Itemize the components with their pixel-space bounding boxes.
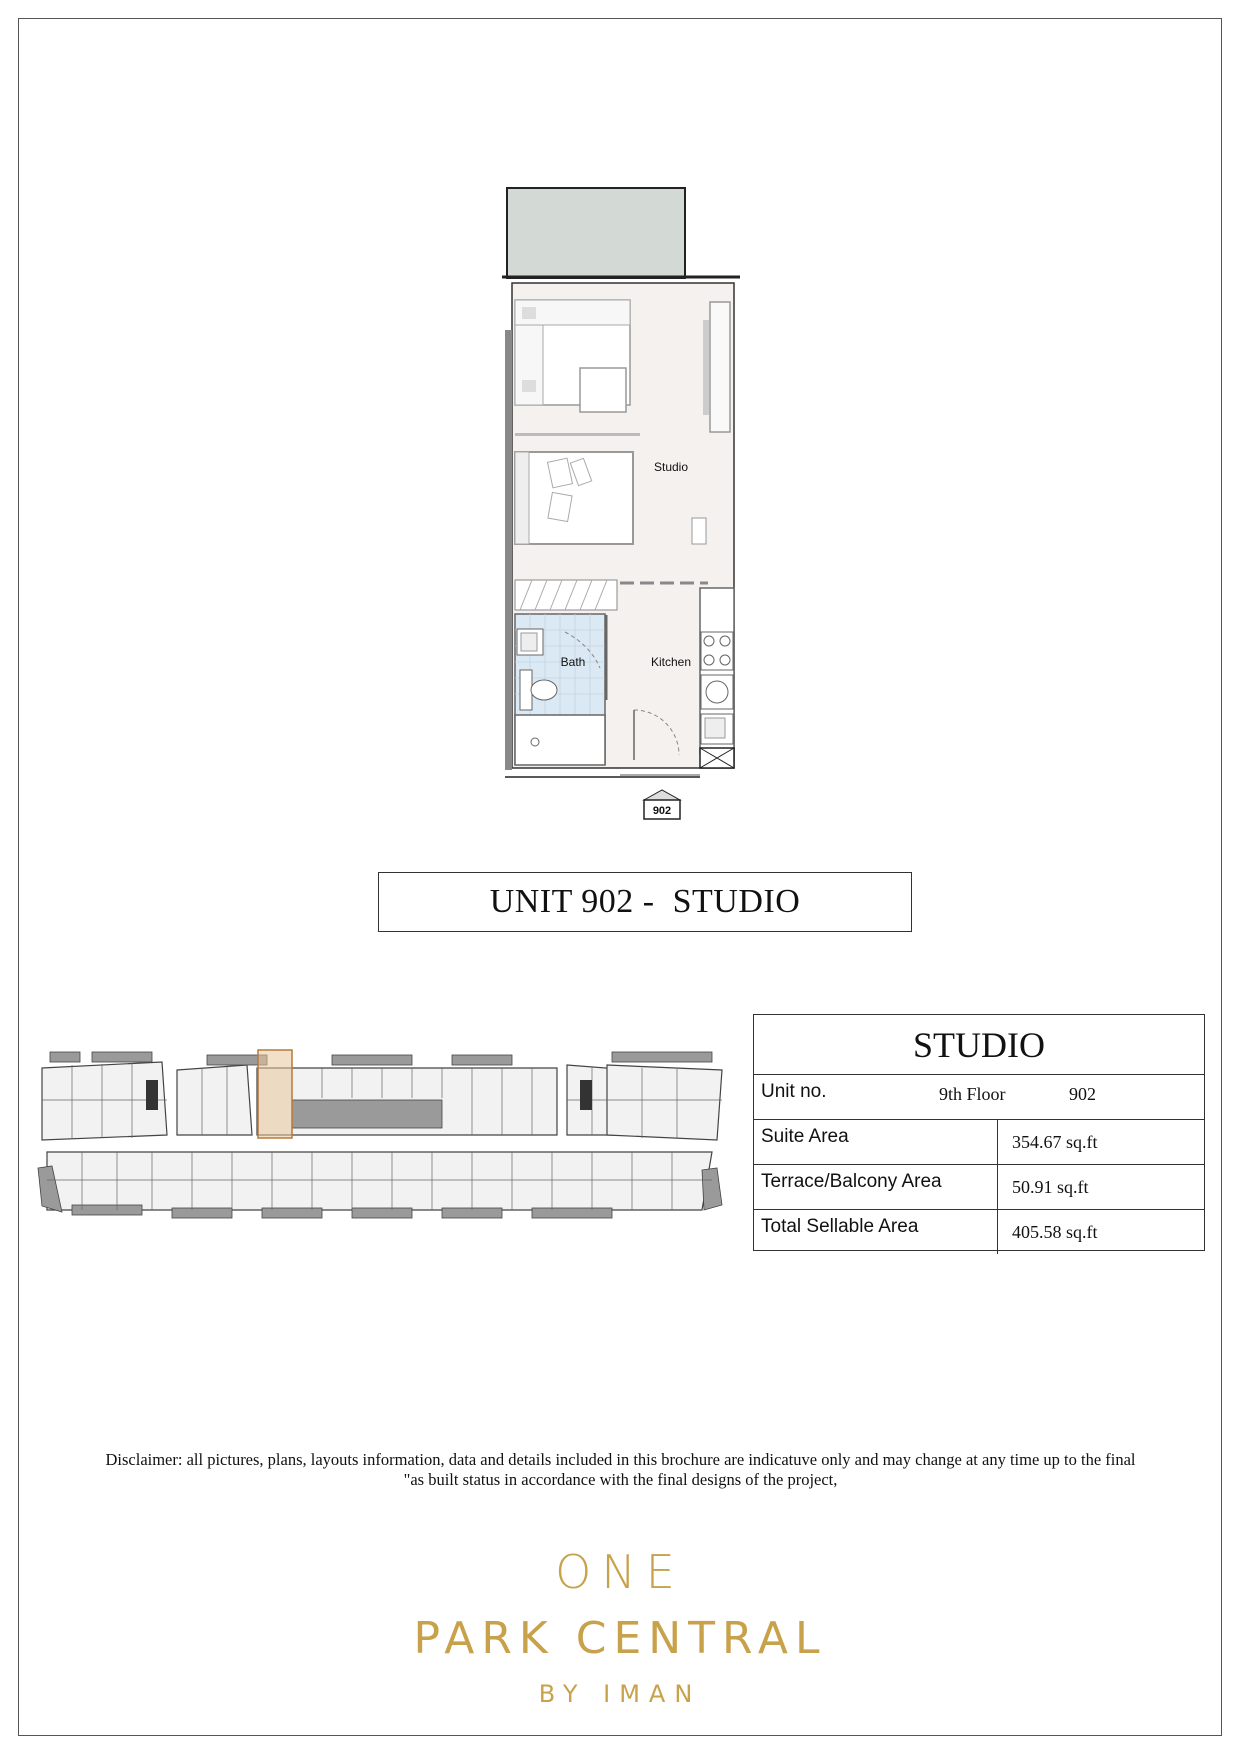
- suite-area-value: 354.67 sq.ft: [1012, 1132, 1098, 1152]
- suite-area-label: Suite Area: [761, 1126, 849, 1147]
- column-divider: [997, 1165, 998, 1209]
- disclaimer-line-1: Disclaimer: all pictures, plans, layouts information, data and details included in this brochure are indicatuve only and may change at any time up to the final: [105, 1450, 1136, 1469]
- floor-value: 9th Floor: [939, 1084, 1006, 1104]
- unit-902-highlight: [258, 1050, 292, 1138]
- unit-number-value: 902: [1069, 1084, 1096, 1104]
- column-divider: [997, 1210, 998, 1254]
- logo-line-by-iman: BY IMAN: [538, 1680, 702, 1708]
- column-divider: [997, 1120, 998, 1164]
- suite-area-row: [754, 1120, 1204, 1165]
- logo-line-one: ONE: [555, 1545, 685, 1599]
- brand-logo: [370, 1525, 870, 1715]
- disclaimer-line-2: "as built status in accordance with the final designs of the project,: [403, 1470, 838, 1489]
- total-area-label: Total Sellable Area: [761, 1216, 919, 1237]
- shower: [515, 715, 605, 765]
- balcony-area-row: [754, 1165, 1204, 1210]
- unit-no-label: Unit no.: [761, 1081, 827, 1102]
- unit-tag-number: 902: [652, 805, 672, 817]
- unit-title: UNIT 902 - STUDIO: [378, 872, 912, 932]
- disclaimer: [60, 1450, 1181, 1490]
- floor-key-plan: [32, 1040, 732, 1225]
- kitchen-room-label: Kitchen: [650, 655, 692, 669]
- balcony-area: [507, 188, 685, 278]
- area-spec-table: [753, 1014, 1205, 1251]
- balcony-area-value: 50.91 sq.ft: [1012, 1177, 1089, 1197]
- bath-room-label: Bath: [560, 655, 586, 669]
- unit-tag-marker: [644, 790, 680, 800]
- logo-line-park-central: PARK CENTRAL: [413, 1613, 827, 1664]
- coffee-table: [580, 368, 626, 412]
- unit-floor-plan: [490, 180, 750, 825]
- toilet: [520, 670, 532, 710]
- total-area-row: [754, 1210, 1204, 1254]
- total-area-value: 405.58 sq.ft: [1012, 1222, 1098, 1242]
- studio-room-label: Studio: [653, 460, 689, 474]
- balcony-area-label: Terrace/Balcony Area: [761, 1171, 942, 1192]
- spec-heading: STUDIO: [754, 1015, 1204, 1075]
- unit-number-row: [754, 1075, 1204, 1120]
- wardrobe: [710, 302, 730, 432]
